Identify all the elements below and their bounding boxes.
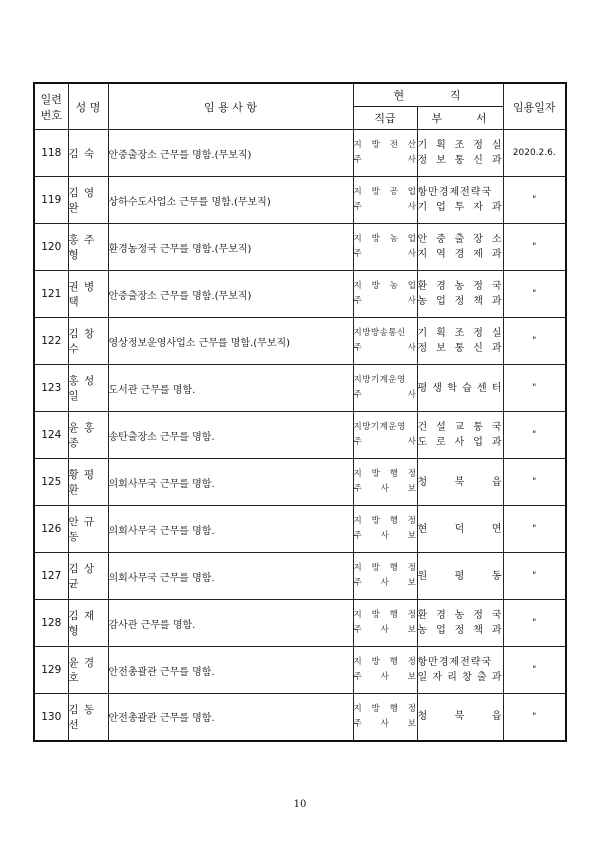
grade-line: 주 사 보 (353, 578, 417, 588)
department-cell (417, 130, 503, 177)
grade-cell (353, 318, 417, 365)
department-line: 건 설 교 통 국 (417, 422, 503, 433)
department-line: 정 보 통 신 과 (417, 343, 503, 354)
name-cell: 윤 경 호 (68, 647, 108, 694)
date-cell: " (503, 412, 566, 459)
serial-number-cell: 121 (34, 271, 68, 318)
name-cell: 김 영 완 (68, 177, 108, 224)
serial-number-cell: 119 (34, 177, 68, 224)
grade-line: 주 사 보 (353, 531, 417, 541)
header-grade: 직급 (353, 107, 417, 130)
table-row (34, 224, 566, 271)
grade-cell (353, 506, 417, 553)
grade-line: 주 사 (353, 437, 417, 447)
appointment-cell: 의회사무국 근무를 명함. (108, 506, 353, 553)
grade-line: 주 사 (353, 343, 417, 353)
date-cell: " (503, 506, 566, 553)
department-line: 농 업 정 책 과 (417, 625, 503, 636)
table-row (34, 459, 566, 506)
department-line: 안 중 출 장 소 (417, 234, 503, 245)
grade-line: 지 방 행 정 (353, 610, 417, 620)
name-cell: 김 재 형 (68, 600, 108, 647)
serial-number-cell: 129 (34, 647, 68, 694)
grade-cell (353, 694, 417, 741)
grade-line: 지 방 행 정 (353, 563, 417, 573)
date-cell: " (503, 647, 566, 694)
grade-cell (353, 177, 417, 224)
department-line: 도 로 사 업 과 (417, 437, 503, 448)
grade-line: 지방기계운영 (353, 375, 406, 385)
grade-line: 주 사 보 (353, 672, 417, 682)
table-row (34, 553, 566, 600)
grade-cell (353, 412, 417, 459)
grade-line: 지 방 행 정 (353, 469, 417, 479)
department-line: 항만경제전략국 (417, 187, 493, 198)
serial-number-cell: 123 (34, 365, 68, 412)
department-line: 청 북 읍 (417, 711, 503, 723)
grade-cell (353, 647, 417, 694)
department-line: 기 업 투 자 과 (417, 202, 503, 213)
table-row (34, 506, 566, 553)
department-line: 평 생 학 습 센 터 (417, 382, 503, 394)
department-line: 정 보 통 신 과 (417, 155, 503, 166)
name-cell: 홍 주 형 (68, 224, 108, 271)
table-row (34, 365, 566, 412)
grade-line: 지 방 농 업 (353, 234, 417, 244)
name-cell: 윤 홍 종 (68, 412, 108, 459)
appointment-cell: 의회사무국 근무를 명함. (108, 553, 353, 600)
header-appointment: 임 용 사 항 (108, 83, 353, 130)
department-line: 청 북 읍 (417, 476, 503, 488)
appointment-cell: 의회사무국 근무를 명함. (108, 459, 353, 506)
grade-cell (353, 130, 417, 177)
date-cell: " (503, 694, 566, 741)
table-row (34, 318, 566, 365)
grade-line: 주 사 (353, 202, 417, 212)
department-line: 일 자 리 창 출 과 (417, 672, 503, 683)
serial-number-cell: 128 (34, 600, 68, 647)
appointment-cell: 안중출장소 근무를 명함.(무보직) (108, 130, 353, 177)
department-cell (417, 694, 503, 741)
department-line: 기 획 조 정 실 (417, 328, 503, 339)
serial-number-cell: 124 (34, 412, 68, 459)
grade-line: 주 사 (353, 296, 417, 306)
date-cell: " (503, 318, 566, 365)
grade-cell (353, 271, 417, 318)
table-row (34, 130, 566, 177)
table-row (34, 694, 566, 741)
department-line: 농 업 정 책 과 (417, 296, 503, 307)
date-cell: " (503, 553, 566, 600)
department-line: 원 평 동 (417, 570, 503, 582)
date-cell: 2020.2.6. (503, 130, 566, 177)
grade-line: 지방방송통신 (353, 328, 406, 338)
header-current-position: 현 직 (353, 83, 503, 107)
grade-line: 주 사 보 (353, 718, 417, 729)
grade-line: 지 방 전 산 (353, 140, 417, 150)
table-row (34, 647, 566, 694)
department-line: 기 획 조 정 실 (417, 140, 503, 151)
grade-line: 지 방 행 정 (353, 703, 417, 714)
header-name: 성 명 (68, 83, 108, 130)
name-cell: 김 상 균 (68, 553, 108, 600)
serial-number-cell: 122 (34, 318, 68, 365)
department-line: 환 경 농 정 국 (417, 610, 503, 621)
department-cell (417, 177, 503, 224)
serial-number-cell: 130 (34, 694, 68, 741)
header-serial: 일련 번호 (34, 83, 68, 130)
grade-cell (353, 365, 417, 412)
appointment-cell: 안전총괄관 근무를 명함. (108, 647, 353, 694)
grade-line: 주 사 (353, 249, 417, 259)
appointment-cell: 안전총괄관 근무를 명함. (108, 694, 353, 741)
department-cell (417, 318, 503, 365)
name-cell: 홍 성 일 (68, 365, 108, 412)
department-cell (417, 412, 503, 459)
table-row (34, 271, 566, 318)
name-cell: 김 동 선 (68, 694, 108, 741)
department-cell (417, 506, 503, 553)
grade-line: 지방기계운영 (353, 422, 406, 432)
department-cell (417, 459, 503, 506)
name-cell: 황 평 환 (68, 459, 108, 506)
date-cell: " (503, 177, 566, 224)
appointment-cell: 영상정보운영사업소 근무를 명함.(무보직) (108, 318, 353, 365)
date-cell: " (503, 224, 566, 271)
table-row (34, 412, 566, 459)
department-cell (417, 224, 503, 271)
grade-line: 주 사 보 (353, 484, 417, 494)
serial-number-cell: 126 (34, 506, 68, 553)
table-row (34, 600, 566, 647)
appointment-cell: 환경농정국 근무를 명함.(무보직) (108, 224, 353, 271)
grade-line: 주 사 (353, 155, 417, 165)
header-date: 임용일자 (503, 83, 566, 130)
table-row (34, 177, 566, 224)
name-cell: 권 병 택 (68, 271, 108, 318)
appointment-cell: 상하수도사업소 근무를 명함.(무보직) (108, 177, 353, 224)
name-cell: 김 창 수 (68, 318, 108, 365)
date-cell: " (503, 600, 566, 647)
grade-line: 지 방 공 업 (353, 187, 417, 197)
header-department: 부 서 (417, 107, 503, 130)
date-cell: " (503, 271, 566, 318)
department-cell (417, 365, 503, 412)
date-cell: " (503, 365, 566, 412)
grade-cell (353, 600, 417, 647)
grade-cell (353, 224, 417, 271)
appointment-cell: 송탄출장소 근무를 명함. (108, 412, 353, 459)
department-cell (417, 553, 503, 600)
name-cell: 김 숙 (68, 130, 108, 177)
appointment-table (33, 82, 567, 742)
grade-line: 주 사 (353, 390, 417, 400)
department-cell (417, 647, 503, 694)
name-cell: 안 규 동 (68, 506, 108, 553)
department-line: 환 경 농 정 국 (417, 281, 503, 292)
department-line: 항만경제전략국 (417, 657, 493, 668)
department-cell (417, 271, 503, 318)
department-line: 지 역 경 제 과 (417, 249, 503, 260)
appointment-cell: 감사관 근무를 명함. (108, 600, 353, 647)
date-cell: " (503, 459, 566, 506)
serial-number-cell: 120 (34, 224, 68, 271)
grade-cell (353, 553, 417, 600)
department-cell (417, 600, 503, 647)
appointment-cell: 도서관 근무를 명함. (108, 365, 353, 412)
serial-number-cell: 127 (34, 553, 68, 600)
appointment-cell: 안중출장소 근무를 명함.(무보직) (108, 271, 353, 318)
grade-cell (353, 459, 417, 506)
grade-line: 지 방 농 업 (353, 281, 417, 291)
department-line: 현 덕 면 (417, 523, 503, 535)
serial-number-cell: 118 (34, 130, 68, 177)
grade-line: 지 방 행 정 (353, 657, 417, 667)
serial-number-cell: 125 (34, 459, 68, 506)
page-number: 10 (293, 799, 307, 810)
grade-line: 지 방 행 정 (353, 516, 417, 526)
grade-line: 주 사 보 (353, 625, 417, 635)
